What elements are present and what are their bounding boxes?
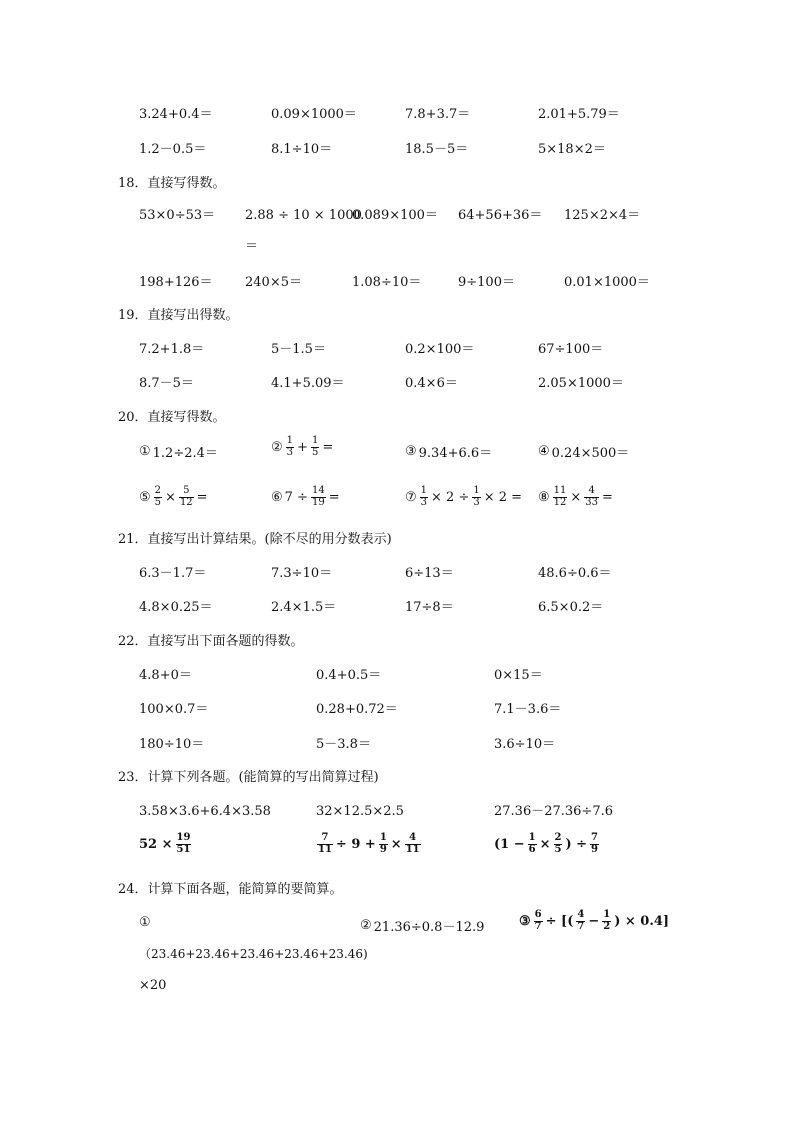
marker: ① xyxy=(139,444,151,459)
expr: 7.8+3.7＝ xyxy=(405,107,471,122)
fraction: $\frac{2}{5}$ xyxy=(154,485,162,508)
marker: ④ xyxy=(538,444,550,459)
fraction: $\frac{6}{7}$ xyxy=(534,909,542,932)
question-title-19: 19．直接写出得数。 xyxy=(118,308,239,323)
fraction: $\frac{7}{11}$ xyxy=(318,832,332,855)
marker: ⑦ xyxy=(405,489,417,505)
expr: 3.6÷10＝ xyxy=(494,737,556,752)
q20-item-2 xyxy=(271,436,333,458)
expr: 53×0÷53＝ xyxy=(139,208,216,223)
equals: = xyxy=(328,489,340,505)
expr: 7.2+1.8＝ xyxy=(139,342,205,357)
marker: ⑤ xyxy=(139,489,151,505)
expr: 2.4×1.5＝ xyxy=(271,600,337,615)
expr: × 2 ÷ xyxy=(431,489,470,505)
fraction: $\frac{1}{3}$ xyxy=(420,485,428,508)
q20-item-7 xyxy=(405,486,522,508)
expr: 5×18×2＝ xyxy=(538,142,606,157)
marker: ① xyxy=(139,915,151,930)
question-title-21: 21．直接写出计算结果。(除不尽的用分数表示) xyxy=(118,532,392,547)
expr: 2.01+5.79＝ xyxy=(538,107,620,122)
fraction: $\frac{4}{33}$ xyxy=(585,485,599,508)
expr: 67÷100＝ xyxy=(538,342,604,357)
expr: 9.34+6.6＝ xyxy=(418,446,493,461)
marker: ② xyxy=(271,439,283,455)
expr: (1 − xyxy=(494,836,525,852)
expr: 6.5×0.2＝ xyxy=(538,600,604,615)
expr: ÷ [( xyxy=(545,913,574,929)
expr: 0.24×500＝ xyxy=(551,446,630,461)
expr: × 2 = xyxy=(483,489,523,505)
q20-item-4 xyxy=(538,442,629,461)
expr: 32×12.5×2.5 xyxy=(316,804,404,819)
expr: 2.88 ÷ 10 × 1000 xyxy=(245,208,362,223)
expr: ÷ 9 + xyxy=(335,836,376,852)
expr: 198+126＝ xyxy=(139,275,213,290)
fraction: $\frac{1}{5}$ xyxy=(311,435,319,458)
expr: 4.8×0.25＝ xyxy=(139,600,213,615)
expr: 0.4+0.5＝ xyxy=(316,668,382,683)
q20-item-6 xyxy=(271,486,340,508)
q20-item-8 xyxy=(538,486,613,508)
q23-expr-5 xyxy=(316,833,422,855)
expr: 4.8+0＝ xyxy=(139,668,192,683)
expr-wrap: ＝ xyxy=(245,239,259,254)
equals: = xyxy=(602,489,613,505)
fraction: $\frac{7}{9}$ xyxy=(591,832,599,855)
operator: × xyxy=(390,836,402,852)
expr: 0.28+0.72＝ xyxy=(316,702,398,717)
operator: + xyxy=(297,439,308,455)
fraction: $\frac{1}{2}$ xyxy=(603,909,611,932)
fraction: $\frac{4}{7}$ xyxy=(577,909,585,932)
expr: 5－1.5＝ xyxy=(271,342,326,357)
marker: ⑧ xyxy=(538,489,550,505)
expr: 3.24+0.4＝ xyxy=(139,107,213,122)
equals: = xyxy=(322,439,334,455)
expr: 21.36÷0.8－12.9 xyxy=(373,920,485,935)
expr: 64+56+36＝ xyxy=(458,208,543,223)
expr: 180÷10＝ xyxy=(139,737,205,752)
q23-expr-6 xyxy=(494,833,600,855)
question-title-24: 24．计算下面各题，能简算的要简算。 xyxy=(118,882,343,897)
question-title-23: 23．计算下列各题。(能简算的写出简算过程) xyxy=(118,770,379,785)
marker: ③ xyxy=(405,444,417,459)
fraction: $\frac{19}{51}$ xyxy=(176,832,191,855)
expr: ) × 0.4] xyxy=(614,913,670,929)
operator: × xyxy=(165,489,176,505)
expr: 0.089×100＝ xyxy=(352,208,438,223)
expr: ) ÷ xyxy=(565,836,588,852)
operator: × xyxy=(570,489,582,505)
q24-expr-3 xyxy=(519,910,669,932)
q20-item-3 xyxy=(405,442,492,461)
fraction: $\frac{14}{19}$ xyxy=(311,485,325,508)
expr: 9÷100＝ xyxy=(458,275,515,290)
expr: 100×0.7＝ xyxy=(139,702,209,717)
q20-item-1 xyxy=(139,442,218,461)
question-title-18: 18．直接写得数。 xyxy=(118,176,226,191)
expr: 0.4×6＝ xyxy=(405,376,458,391)
expr: 8.7－5＝ xyxy=(139,376,194,391)
expr: 240×5＝ xyxy=(245,275,302,290)
expr: 7 ÷ xyxy=(284,489,308,505)
expr: 125×2×4＝ xyxy=(564,208,641,223)
expr: 6÷13＝ xyxy=(405,566,454,581)
expr: 0.2×100＝ xyxy=(405,342,475,357)
equals: = xyxy=(196,489,208,505)
fraction: $\frac{1}{6}$ xyxy=(528,832,536,855)
expr: 7.3÷10＝ xyxy=(271,566,333,581)
question-title-22: 22．直接写出下面各题的得数。 xyxy=(118,634,304,649)
expr: 3.58×3.6+6.4×3.58 xyxy=(139,804,271,819)
question-title-20: 20．直接写得数。 xyxy=(118,410,226,425)
marker: ⑥ xyxy=(271,489,283,505)
expr: 48.6÷0.6＝ xyxy=(538,566,612,581)
expr: 6.3－1.7＝ xyxy=(139,566,207,581)
expr: 27.36－27.36÷7.6 xyxy=(494,804,613,819)
expr: 7.1－3.6＝ xyxy=(494,702,562,717)
fraction: $\frac{1}{9}$ xyxy=(379,832,387,855)
fraction: $\frac{1}{3}$ xyxy=(473,485,480,508)
expr: 4.1+5.09＝ xyxy=(271,376,345,391)
expr: 0.09×1000＝ xyxy=(271,107,357,122)
q20-item-5 xyxy=(139,486,208,508)
q24-expr-1-line1: （23.46+23.46+23.46+23.46+23.46) xyxy=(139,947,368,961)
fraction: $\frac{5}{12}$ xyxy=(179,485,193,508)
fraction: $\frac{1}{3}$ xyxy=(286,435,294,458)
q23-expr-4 xyxy=(139,833,192,855)
fraction: $\frac{4}{11}$ xyxy=(405,832,420,855)
expr: 17÷8＝ xyxy=(405,600,454,615)
fraction: $\frac{2}{5}$ xyxy=(554,832,562,855)
fraction: $\frac{11}{12}$ xyxy=(553,485,567,508)
expr: 5－3.8＝ xyxy=(316,737,371,752)
marker: ② xyxy=(360,918,372,933)
expr: 8.1÷10＝ xyxy=(271,142,333,157)
marker: ③ xyxy=(519,913,531,929)
expr: 1.2－0.5＝ xyxy=(139,142,207,157)
operator: − xyxy=(588,913,600,929)
q24-expr-1-line2: ×20 xyxy=(139,978,167,993)
expr: 0×15＝ xyxy=(494,668,543,683)
expr: 2.05×1000＝ xyxy=(538,376,624,391)
expr: 0.01×1000＝ xyxy=(564,275,650,290)
operator: × xyxy=(539,836,551,852)
expr: 18.5－5＝ xyxy=(405,142,469,157)
expr: 1.2÷2.4＝ xyxy=(152,446,218,461)
expr: 1.08÷10＝ xyxy=(352,275,422,290)
expr: 52 × xyxy=(139,836,173,852)
q24-expr-2 xyxy=(360,916,484,935)
